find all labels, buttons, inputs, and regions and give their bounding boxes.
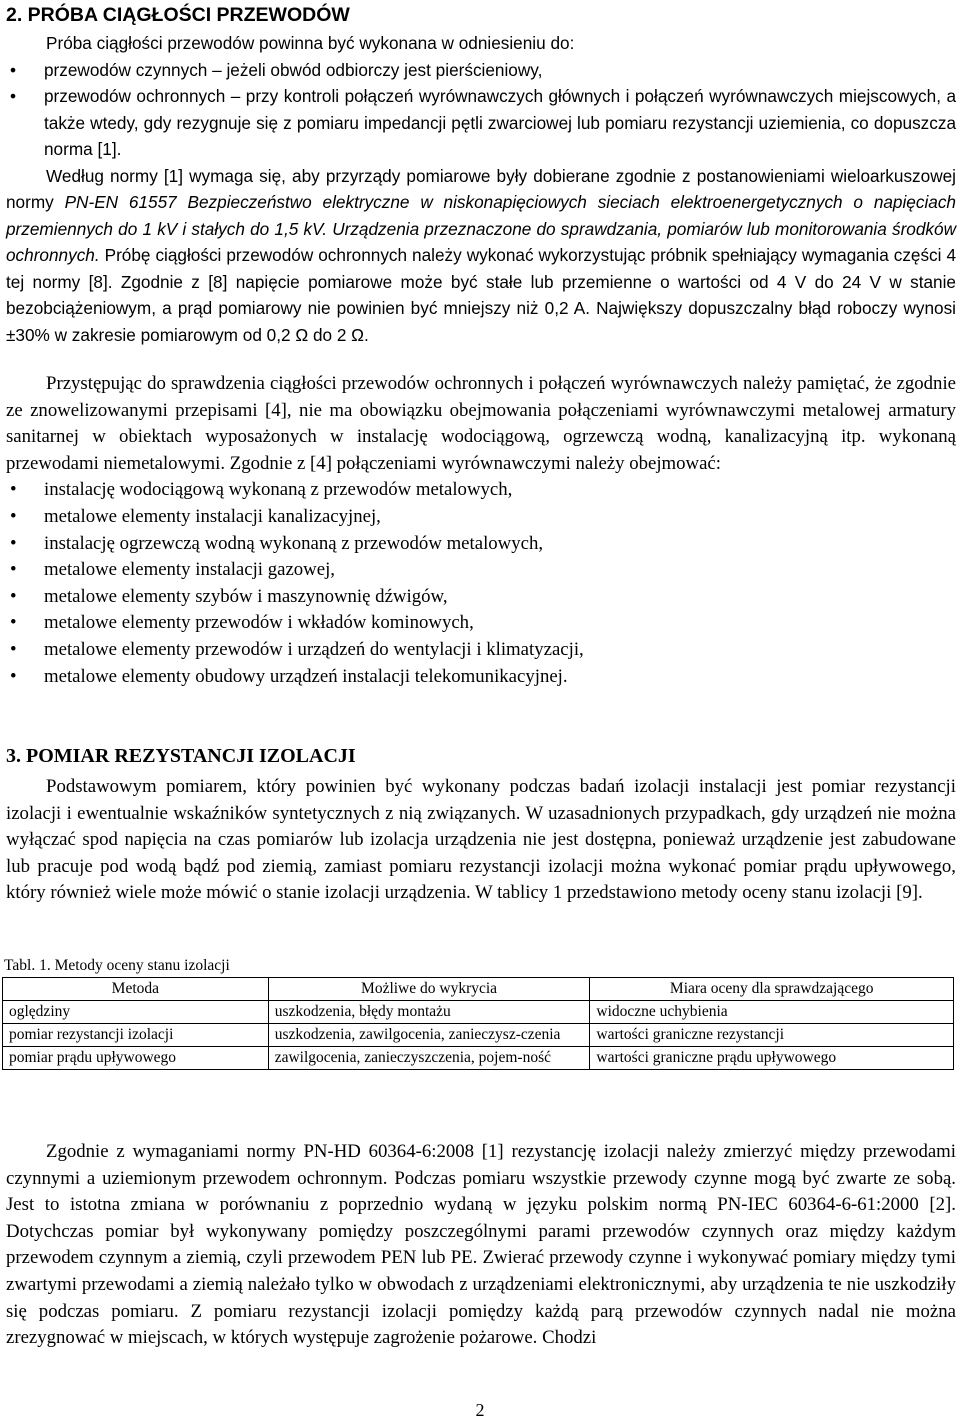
table-cell: uszkodzenia, błędy montażu — [268, 1001, 590, 1024]
section-2-equipotential-list — [6, 477, 956, 690]
list-item: • metalowe elementy instalacji kanalizacyjnej, — [6, 504, 956, 531]
list-item: • metalowe elementy instalacji gazowej, — [6, 557, 956, 584]
section-2-bullets — [6, 57, 956, 163]
list-item: • metalowe elementy przewodów i urządzeń do wentylacji i klimatyzacji, — [6, 637, 956, 664]
table-cell: wartości graniczne rezystancji — [590, 1024, 954, 1047]
table-row — [3, 1047, 954, 1070]
bullet-icon: • — [10, 585, 17, 607]
bullet-icon: • — [10, 638, 17, 660]
bullet-icon: • — [10, 559, 17, 581]
table-cell: pomiar prądu upływowego — [3, 1047, 269, 1070]
page-number: 2 — [475, 1400, 485, 1420]
section-2-paragraph-2: Przystępując do sprawdzenia ciągłości przewodów ochronnych i połączeń wyrównawczych należy pamiętać, że zgodnie ze znowelizowanymi przepisami [4], nie ma obowiązku obejmowania połączeniami wyrównawczymi metalowej armatury sanitarnej w obiektach wyposażonych w instalację wodociągową, ogrzewczą wodną, kanalizacyjną itp. wykonaną przewodami niemetalowymi. Zgodnie z [4] połączeniami wyrównawczymi należy obejmować: — [6, 373, 956, 474]
section-3-heading: 3. POMIAR REZYSTANCJI IZOLACJI — [6, 745, 356, 767]
bullet-icon: • — [10, 59, 17, 80]
section-3-intro — [6, 774, 956, 907]
list-item: • instalację ogrzewczą wodną wykonaną z przewodów metalowych, — [6, 531, 956, 558]
section-3-body — [6, 1139, 956, 1352]
bullet-icon: • — [10, 479, 17, 501]
table-row — [3, 1001, 954, 1024]
table-header-cell: Możliwe do wykrycia — [268, 978, 590, 1001]
list-item: • metalowe elementy obudowy urządzeń instalacji telekomunikacyjnej. — [6, 664, 956, 691]
bullet-icon: • — [10, 86, 17, 106]
section-3-paragraph-2: Zgodnie z wymaganiami normy PN-HD 60364-6:2008 [1] rezystancję izolacji należy zmierzyć między przewodami czynnymi a uziemionym przewodem ochronnym. Podczas pomiaru wszystkie przewody czynne mogą być zwarte ze sobą. Jest to istotna zmiana w porównaniu z poprzednio wydaną w języku polskim normą PN-IEC 60364-6-61:2000 [2]. Dotychczas pomiar był wykonywany pomiędzy poszczególnymi parami przewodów czynnych oraz między każdym przewodem czynnym a ziemią, czyli przewodem PEN lub PE. Zwierać przewody czynne i wykonywać pomiary między tymi zwartymi przewodami a ziemią należało tylko w obwodach z urządzeniami elektronicznymi, aby urządzenia te nie uszkodziły się podczas pomiaru. Z pomiaru rezystancji izolacji pomiędzy każdą parą przewodów czynnych nadal nie można zrezygnować w miejscach, w których występuje zagrożenie pożarowe. Chodzi — [6, 1141, 956, 1349]
table-cell: oględziny — [3, 1001, 269, 1024]
table-caption: Tabl. 1. Metody oceny stanu izolacji — [4, 957, 230, 974]
table-header-row — [3, 978, 954, 1001]
table-header-cell: Miara oceny dla sprawdzającego — [590, 978, 954, 1001]
section-3-paragraph-1: Podstawowym pomiarem, który powinien być wykonany podczas badań izolacji instalacji jest pomiar rezystancji izolacji i ewentualnie wskaźników syntetycznych z nią związanych. W uzasadnionych przypadkach, gdy urządzeń nie można wyłączać spod napięcia na czas pomiarów lub izolacja urządzenia nie jest dostępna, ponieważ urządzenie jest zabudowane lub pracuje pod wodą bądź pod ziemią, zamiast pomiaru rezystancji izolacji można wykonać pomiar prądu upływowego, który również wiele może mówić o stanie izolacji urządzenia. W tablicy 1 przedstawiono metody oceny stanu izolacji [9]. — [6, 776, 956, 904]
list-item: • metalowe elementy szybów i maszynownię dźwigów, — [6, 584, 956, 611]
table-header-cell: Metoda — [3, 978, 269, 1001]
list-item: • metalowe elementy przewodów i wkładów kominowych, — [6, 610, 956, 637]
table-cell: uszkodzenia, zawilgocenia, zanieczysz-czenia — [268, 1024, 590, 1047]
section-2-paragraph-1: Według normy [1] wymaga się, aby przyrządy pomiarowe były dobierane zgodnie z postanowieniami wieloarkuszowej normy PN-EN 61557 Bezpieczeństwo elektryczne w niskonapięciowych sieciach elektroenergetycznych o napięciach przemiennych do 1 kV i stałych do 1,5 kV. Urządzenia przeznaczone do sprawdzania, pomiarów lub monitorowania środków ochronnych. Próbę ciągłości przewodów ochronnych należy wykonać wykorzystując próbnik spełniający wymagania części 4 tej normy [8]. Zgodnie z [8] napięcie pomiarowe może być stałe lub przemienne o wartości od 4 V do 24 V w stanie bezobciążeniowym, a prąd pomiarowy nie powinien być mniejszy niż 0,2 A. Największy dopuszczalny błąd roboczy wynosi ±30% w zakresie pomiarowym od 0,2 Ω do 2 Ω. — [6, 165, 956, 345]
section-2-heading: 2. PRÓBA CIĄGŁOŚCI PRZEWODÓW — [6, 4, 350, 26]
table-row — [3, 1024, 954, 1047]
table-cell: widoczne uchybienia — [590, 1001, 954, 1024]
bullet-icon: • — [10, 505, 17, 527]
bullet-icon: • — [10, 612, 17, 634]
list-item: • instalację wodociągową wykonaną z przewodów metalowych, — [6, 477, 956, 504]
section-2-intro-block — [6, 30, 956, 348]
bullet-icon: • — [10, 665, 17, 687]
table-cell: pomiar rezystancji izolacji — [3, 1024, 269, 1047]
bullet-icon: • — [10, 532, 17, 554]
table-cell: wartości graniczne prądu upływowego — [590, 1047, 954, 1070]
insulation-methods-table — [2, 977, 954, 1070]
table-cell: zawilgocenia, zanieczyszczenia, pojem-ność — [268, 1047, 590, 1070]
section-2-intro: Próba ciągłości przewodów powinna być wykonana w odniesieniu do: — [46, 33, 575, 53]
list-item: • przewodów ochronnych – przy kontroli połączeń wyrównawczych głównych i połączeń wyrównawczych miejscowych, a także wtedy, gdy rezygnuje się z pomiaru impedancji pętli zwarciowej lub pomiaru rezystancji uziemienia, co dopuszcza norma [1]. — [6, 83, 956, 163]
section-2-body — [6, 371, 956, 690]
list-item: • przewodów czynnych – jeżeli obwód odbiorczy jest pierścieniowy, — [6, 57, 956, 84]
